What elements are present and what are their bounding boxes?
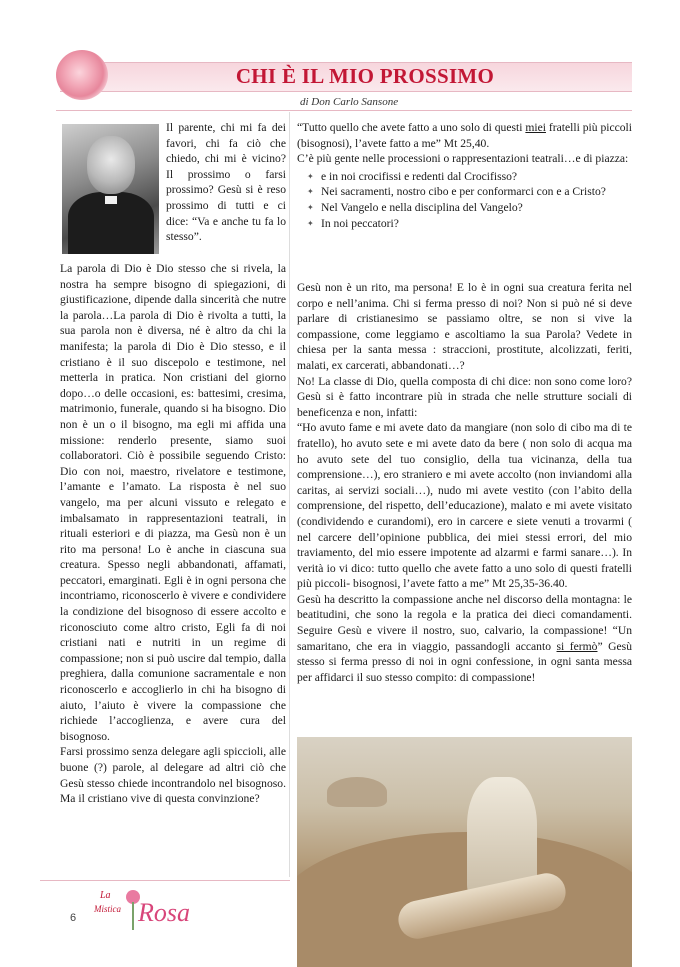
right-column-top xyxy=(297,120,632,231)
photo-head-shape xyxy=(87,136,135,194)
good-samaritan-painting xyxy=(297,737,632,967)
magazine-brand xyxy=(90,890,210,934)
right-column-body xyxy=(297,280,632,685)
quote-before: “Tutto quello che avete fatto a uno solo di questi xyxy=(297,121,526,134)
para4-before: Gesù ha descritto la compassione anche nel discorso della montagna: le beatitudini, che sono la regola e la pratica dei dieci comandamenti. Seguire Gesù e vivere il nostro, suo, calvario, la compassione! “Un samaritano, che era in viaggio, passandogli accanto xyxy=(297,592,632,653)
quote-after: fratelli più piccoli (bisognosi), l’avete fatto a me” Mt 25,40. xyxy=(297,121,632,150)
brand-rosa: Rosa xyxy=(138,898,190,927)
right-paragraph-1: Gesù non è un rito, ma persona! E lo è in ogni sua creatura ferita nel corpo e nell’anima. Chi si ferma presso di noi? Non si può né si deve parlare di cristianesimo se passiamo oltre, se non si vive la compassione, come leggiamo e ascoltiamo la sua Parola? Vedete in chiesa per la santa messa : straccioni, prostitute, alcolizzati, feriti, malati, ex carcerati, abbandonati…? xyxy=(297,281,632,372)
right-paragraph-4 xyxy=(297,592,632,686)
list-item: ✦ In noi peccatori? xyxy=(321,216,632,232)
list-item: ✦ e in noi crocifissi e redenti dal Crocifisso? xyxy=(321,169,632,185)
para4-underlined: si fermò xyxy=(556,639,598,653)
article-byline: di Don Carlo Sansone xyxy=(300,96,399,108)
painting-camel xyxy=(327,777,387,807)
list-item: ✦ Nei sacramenti, nostro cibo e per conformarci con e a Cristo? xyxy=(321,184,632,200)
footer-rule xyxy=(40,880,290,881)
intro-paragraph: Il parente, chi mi fa dei favori, chi fa ciò che chiedo, chi mi è vicino? Il prossimo o farsi prossimo? Gesù si è reso prossimo di tutti e ci dice: “Va e anche tu fa lo stesso”. xyxy=(166,121,286,244)
list-item: ✦ Nel Vangelo e nella disciplina del Vangelo? xyxy=(321,200,632,216)
brand-mistica: Mistica xyxy=(94,904,121,914)
brand-la: La xyxy=(100,890,111,901)
left-closing-paragraph: Farsi prossimo senza delegare agli spiccioli, alle buone (?) parole, al delegare ad altri ciò che Gesù stesso chiede incontrandolo nel bisognoso. Ma il cristiano vive di questa convinzione? xyxy=(60,745,286,806)
left-body-paragraph: La parola di Dio è Dio stesso che si rivela, la nostra ha sempre bisogno di spiegazioni, di giustificazione, dipende dalla sincerità che nutre la parola…La parola di Dio è rivolta a tutti, la sua parola non è diversa, né è altro da chi la manifesta; la parola di Dio è Dio stesso, e il cristiano è il suo discepolo e testimone, nel metterla in pratica. Non cristiani del giorno dopo…o delle occasioni, es: battesimi, cresima, matrimonio, funerale, quando si ha bisogno. Dio non è un o il bisogno, ma egli mi affida una missione: renderlo presente, siamo suoi collaboratori. Ciò è possibile seguendo Cristo: Dio con noi, maestro, rivelatore e testimone, l’amante e l’amato. La risposta è nel suo vangelo, ma per alcuni vissuto e relegato e imbalsamato in rappresentazioni teatrali, in rituali esteriori e di piazza, ma Gesù non è un rito ma persona! Lo è anche in ciascuna sua creatura. Spesso negli abbandonati, affamati, peccatori, emarginati. Egli è in ogni persona che incontriamo, riconoscerlo è vivere e condividere la condizione del bisognoso di essere accolto e riconosciuto come altro cristo, Egli fa di noi cristiani nati e nutriti in un regime di compassione; non si può uscire dal tempio, dalla preghiera, dalla comunione sacramentale e non riconoscerlo e accoglierlo in chi ha bisogno di aiuto, l’aiuto è vivere la compassione che richiede l’accoglienza, e avere cura del bisognoso. xyxy=(60,262,286,743)
left-column-text xyxy=(60,261,286,807)
quote-underlined: miei xyxy=(525,121,546,134)
gospel-quote xyxy=(297,120,632,151)
author-photo xyxy=(62,124,159,254)
header-rule xyxy=(56,110,632,111)
question-paragraph: C’è più gente nelle processioni o rappresentazioni teatrali…e di piazza: xyxy=(297,152,629,166)
article-title: CHI È IL MIO PROSSIMO xyxy=(235,64,495,88)
bullet-list xyxy=(297,169,632,231)
right-paragraph-2: No! La classe di Dio, quella composta di chi dice: non sono come loro? Gesù si è fatto incontrare più in strada che nelle strutture sociali di beneficenza e non, infatti: xyxy=(297,374,632,419)
column-divider xyxy=(289,112,290,877)
para4-after: ” Gesù stesso si ferma presso di noi in ogni confessione, in ogni santa messa per affidarci il suo stesso compito: di compassione! xyxy=(297,639,632,684)
photo-collar-shape xyxy=(105,196,117,204)
rose-stem-icon xyxy=(132,902,134,930)
right-paragraph-3: “Ho avuto fame e mi avete dato da mangiare (non solo di cibo ma di te fratello), ho avuto sete e mi avete dato da bere ( non solo di acqua ma ho avuto sete del tuo consiglio, della tua vicinanza, della tua comprensione…), ero straniero e mi avete accolto (non inviandomi alla caritas, ai servizi sociali…), nudo mi avete vestito (con l’abito della comprensione, del rispetto, dell’educazione), malato e mi avete visitato (condividendo e curandomi), ero in carcere e siete venuti a trovarmi ( nel carcere dell’opinione pubblica, dei miei stessi errori, del mio traviamento, del mio essere impotente ad alzarmi e farmi sanare…). In verità io vi dico: tutto quello che avete fatto a uno solo di questi fratelli più piccoli- bisognosi, l’avete fatto a me” Mt 25,35-36.40. xyxy=(297,421,632,591)
page-number: 6 xyxy=(70,912,77,924)
rose-logo-icon xyxy=(56,50,108,100)
